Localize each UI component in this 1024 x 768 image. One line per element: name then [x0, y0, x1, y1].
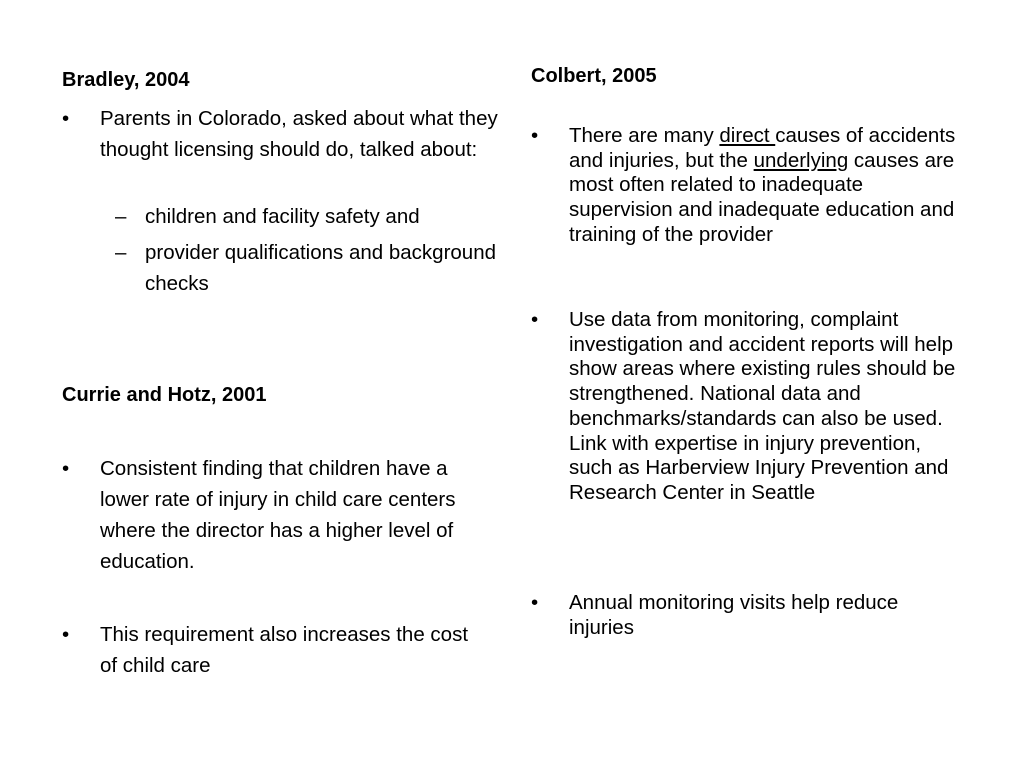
currie-bullet-text: This requirement also increases the cost of child care — [100, 623, 469, 677]
bradley-bullet-text: Parents in Colorado, asked about what they thought licensing should do, talked about: — [100, 107, 498, 161]
bullet-mark: • — [62, 623, 70, 646]
bradley-heading: Bradley, 2004 — [62, 69, 190, 91]
underlined-direct: direct — [719, 124, 776, 147]
bullet-mark: • — [62, 107, 70, 130]
colbert-heading: Colbert, 2005 — [531, 65, 657, 87]
colbert-bullet-2-text: Use data from monitoring, complaint investigation and accident reports will help show areas where existing rules should be strengthened. National data and benchmarks/standards can also be used. Link with expertise in injury prevention, such as Harberview Injury Prevention and Research Center in Seattle — [569, 308, 956, 504]
text-part: causes are most often related to inadequate supervision and inadequate education and training of the provider — [569, 148, 955, 246]
bradley-sub-item-text: children and facility safety and — [145, 205, 420, 228]
dash-mark: – — [115, 241, 127, 264]
bullet-mark: • — [531, 591, 539, 614]
bullet-mark: • — [62, 457, 70, 480]
dash-mark: – — [115, 205, 127, 228]
bullet-mark: • — [531, 308, 539, 331]
colbert-bullet-3-text: Annual monitoring visits help reduce injuries — [569, 591, 899, 639]
colbert-bullet-1-text — [569, 124, 961, 248]
bradley-sub-item-text: provider qualifications and background checks — [145, 241, 497, 295]
underlined-underlying: underlying — [753, 148, 849, 172]
currie-bullet-text: Consistent finding that children have a lower rate of injury in child care centers where the director has a higher level of education. — [100, 457, 456, 573]
bullet-mark: • — [531, 124, 539, 147]
text-part: causes of accidents and injuries, but the — [569, 124, 956, 172]
currie-heading: Currie and Hotz, 2001 — [62, 384, 267, 406]
text-part: There are many — [569, 124, 720, 147]
